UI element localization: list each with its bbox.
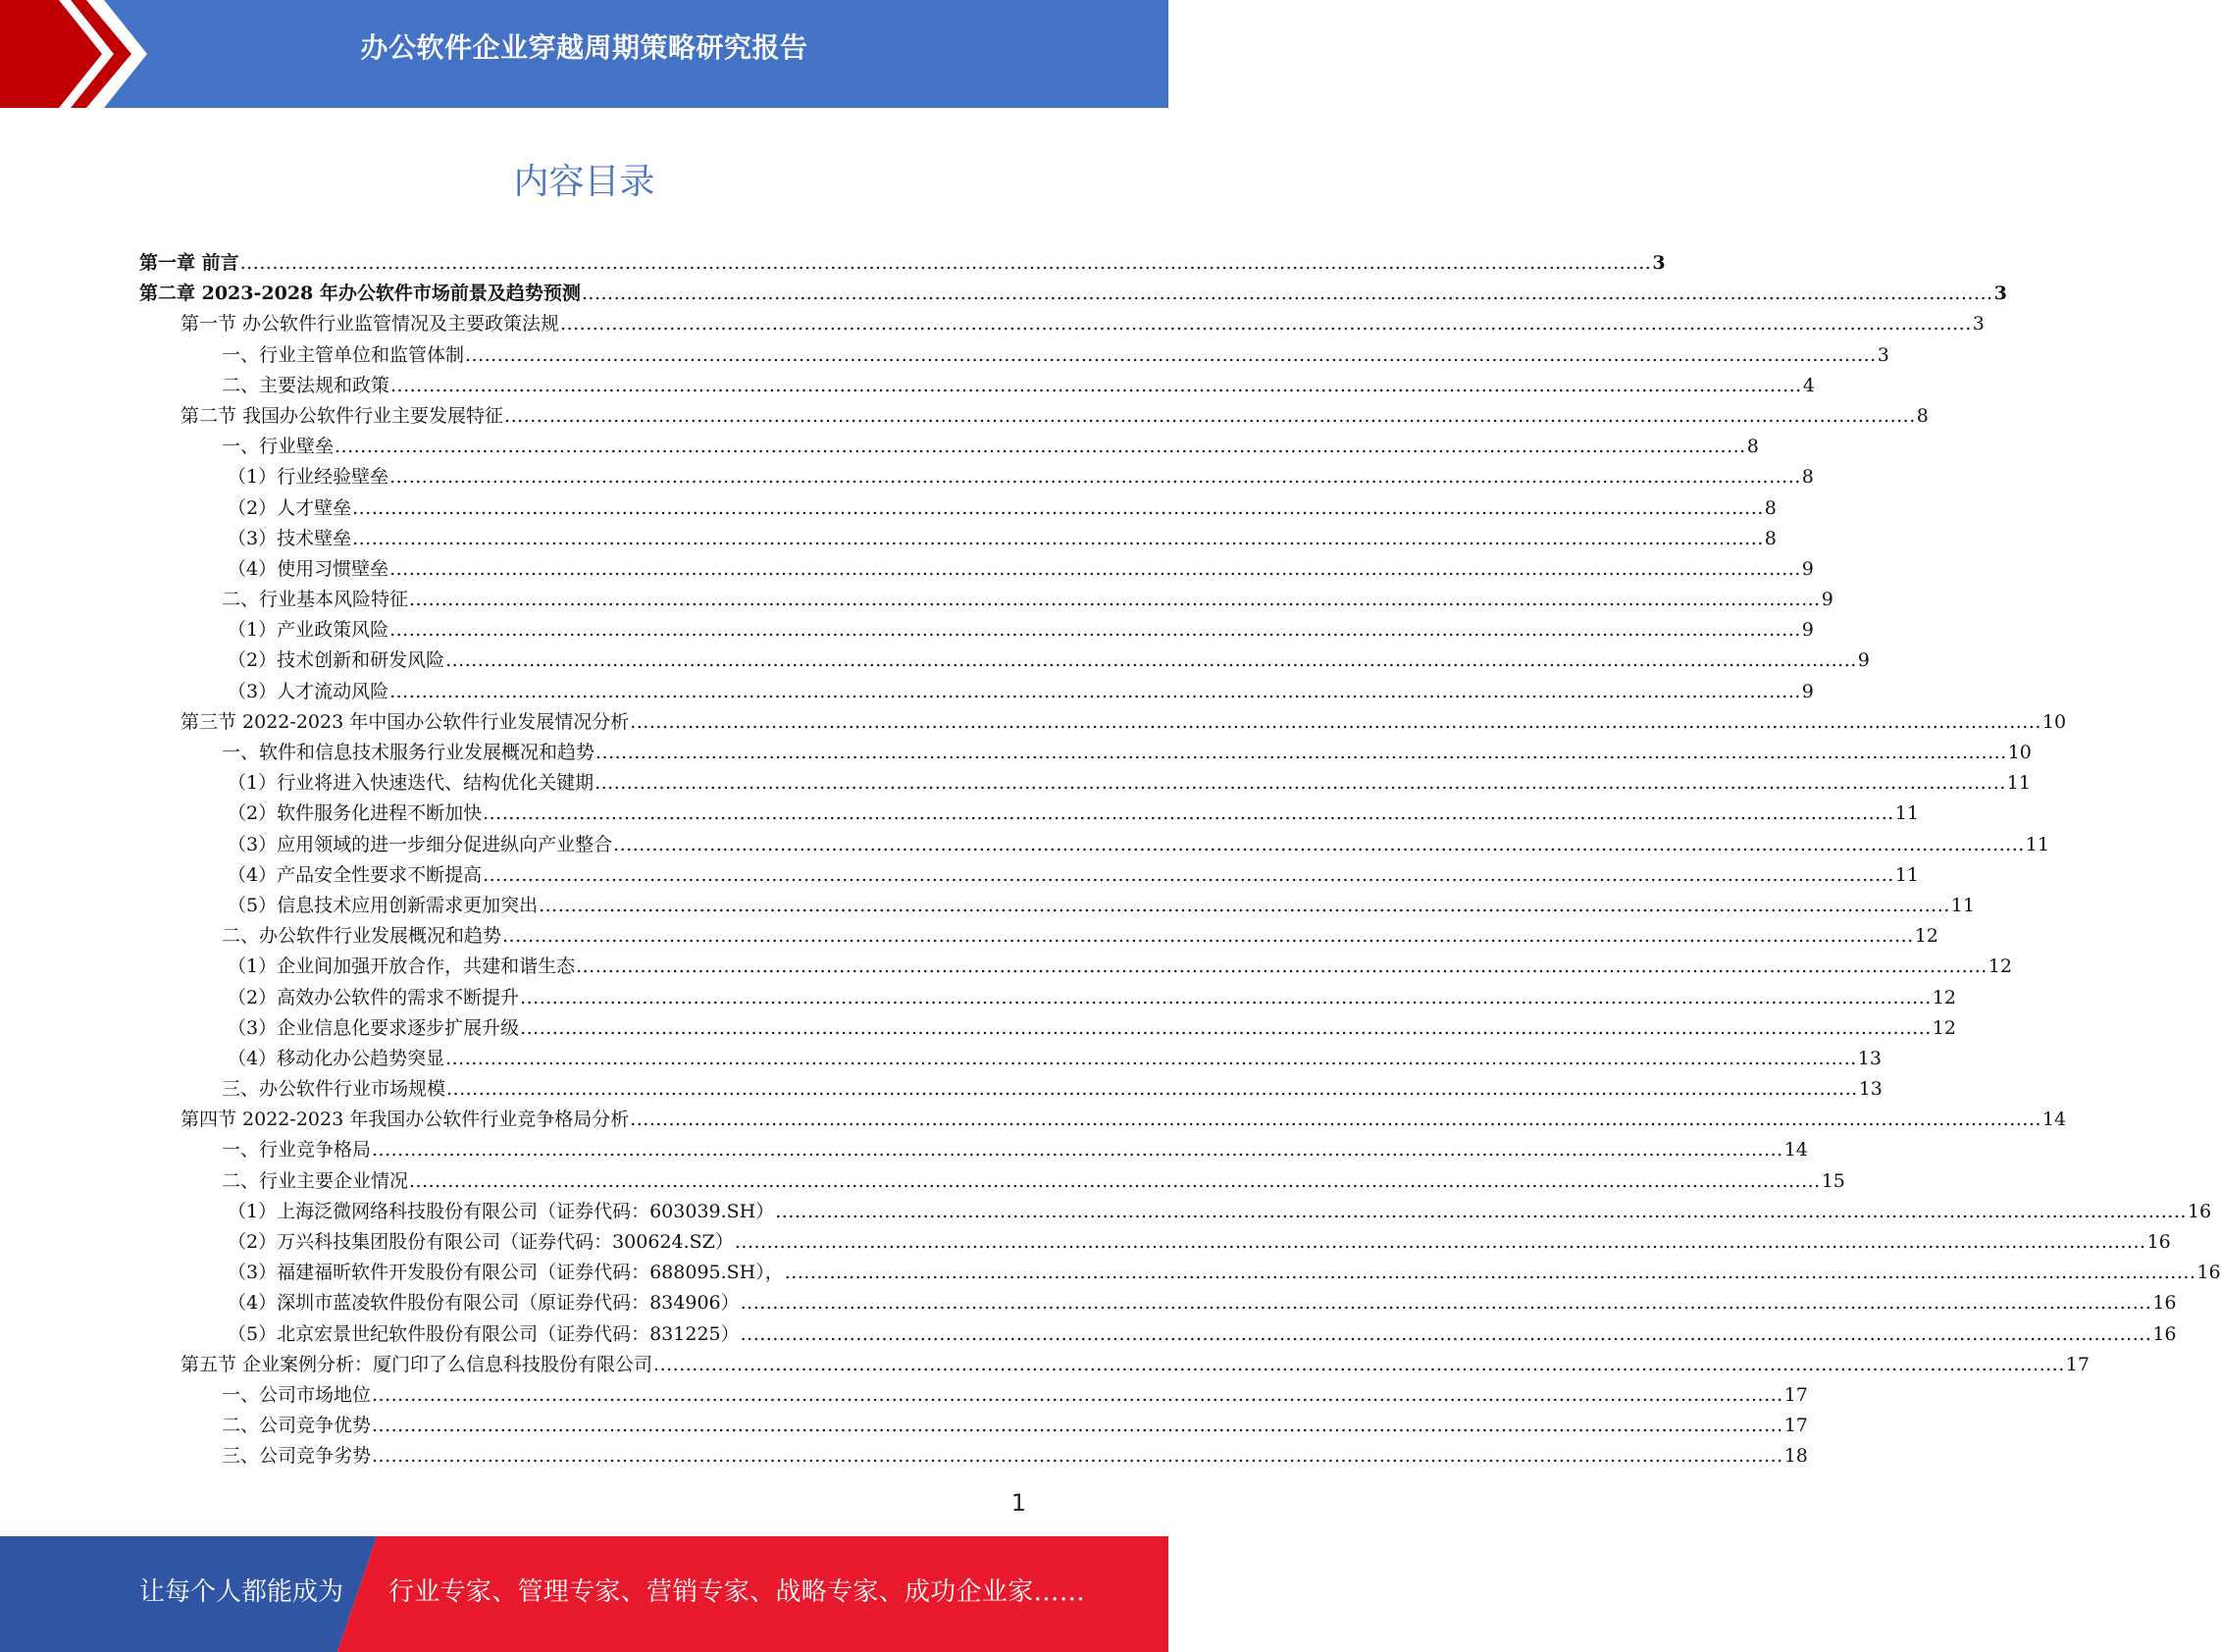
toc-entry[interactable] [139,524,1777,554]
toc-entry-title: 二、主要法规和政策 [222,374,390,396]
toc-dot-leader: ............................................................................................................................................................................................................................ [409,1169,1821,1192]
toc-entry-page: 8 [1746,436,1759,458]
toc-dot-leader: ............................................................................................................................................................................................................................ [740,1322,2152,1345]
toc-dot-leader: ............................................................................................................................................................................................................................ [372,1415,1783,1437]
toc-entry[interactable] [139,1105,2067,1135]
toc-entry-page: 9 [1857,649,1870,672]
toc-dot-leader: ............................................................................................................................................................................................................................ [775,1200,2187,1222]
toc-entry-title: （3）人才流动风险 [228,680,389,702]
toc-entry-title: （4）深圳市蓝凌软件股份有限公司（原证券代码：834906） [228,1292,740,1315]
toc-entry-page: 10 [2041,710,2067,733]
toc-dot-leader: ............................................................................................................................................................................................................................ [446,1078,1858,1101]
toc-entry-title: （2）技术创新和研发风险 [228,649,445,672]
toc-entry[interactable] [139,340,1889,371]
toc-entry-title: 二、公司竞争优势 [222,1415,372,1437]
toc-entry-page: 12 [1914,925,1938,948]
toc-entry-title: （2）万兴科技集团股份有限公司（证券代码：300624.SZ） [228,1231,734,1253]
toc-entry-title: （4）使用习惯壁垒 [228,557,389,580]
toc-dot-leader: ............................................................................................................................................................................................................................ [581,283,1993,305]
toc-entry[interactable] [139,1288,2177,1318]
toc-entry-page: 11 [1894,863,1919,886]
toc-entry-title: 二、行业主要企业情况 [222,1169,409,1192]
toc-entry[interactable] [139,1227,2171,1258]
toc-entry-title: （3）福建福昕软件开发股份有限公司（证券代码：688095.SH）， [228,1262,784,1284]
toc-entry-page: 3 [1993,283,2007,305]
toc-entry-title: 第二章 2023-2028 年办公软件市场前景及趋势预测 [139,283,581,305]
toc-dot-leader: ............................................................................................................................................................................................................................ [389,619,1801,642]
toc-entry-page: 8 [1764,496,1777,519]
toc-entry-page: 11 [2006,772,2031,795]
toc-entry-title: （2）软件服务化进程不断加快 [228,802,483,825]
toc-entry-page: 16 [2196,1262,2221,1284]
toc-entry[interactable] [139,279,2007,309]
toc-entry-page: 8 [1916,404,1929,427]
toc-heading: 内容目录 [513,162,655,202]
toc-entry-title: 一、行业壁垒 [222,436,335,458]
toc-dot-leader: ............................................................................................................................................................................................................................ [483,802,1894,825]
toc-entry-title: 一、行业主管单位和监管体制 [222,343,465,366]
toc-entry-title: （5）信息技术应用创新需求更加突出 [228,894,539,916]
toc-entry[interactable] [139,983,1956,1013]
toc-entry-page: 12 [1988,955,2012,978]
toc-entry-page: 16 [2187,1200,2212,1222]
toc-entry-title: 一、行业竞争格局 [222,1139,372,1162]
toc-entry-title: （3）企业信息化要求逐步扩展升级 [228,1016,520,1039]
toc-entry[interactable] [139,432,1759,462]
toc-entry-page: 9 [1801,680,1814,702]
toc-dot-leader: ............................................................................................................................................................................................................................ [389,680,1801,702]
toc-dot-leader: ............................................................................................................................................................................................................................ [352,527,1764,549]
toc-entry-page: 3 [1877,343,1889,366]
toc-entry-title: （2）高效办公软件的需求不断提升 [228,986,520,1008]
toc-entry[interactable] [139,860,1919,891]
toc-entry[interactable] [139,1135,1808,1165]
toc-dot-leader: ............................................................................................................................................................................................................................ [653,1353,2065,1375]
toc-entry[interactable] [139,921,1938,952]
toc-entry[interactable] [139,554,1814,585]
toc-entry[interactable] [139,1258,2221,1288]
toc-entry-title: 第一节 办公软件行业监管情况及主要政策法规 [181,313,560,336]
toc-entry[interactable] [139,891,1975,921]
toc-entry-title: （1）企业间加强开放合作，共建和谐生态 [228,955,576,978]
report-title: 办公软件企业穿越周期策略研究报告 [360,31,808,64]
toc-entry-page: 14 [1783,1139,1808,1162]
toc-dot-leader: ............................................................................................................................................................................................................................ [372,1383,1783,1406]
toc-entry-page: 16 [2146,1231,2171,1253]
toc-entry-page: 11 [1950,894,1975,916]
toc-entry-page: 12 [1932,1016,1956,1039]
toc-entry-page: 11 [2025,833,2049,855]
toc-dot-leader: ............................................................................................................................................................................................................................ [560,313,1972,336]
toc-dot-leader: ............................................................................................................................................................................................................................ [445,1047,1857,1069]
toc-dot-leader: ............................................................................................................................................................................................................................ [594,772,2006,795]
toc-dot-leader: ............................................................................................................................................................................................................................ [390,374,1802,396]
toc-entry-page: 8 [1801,466,1814,489]
toc-entry[interactable] [139,309,1985,339]
toc-entry-page: 8 [1764,527,1777,549]
toc-entry[interactable] [139,1319,2177,1350]
toc-entry[interactable] [139,738,2032,768]
toc-entry[interactable] [139,1350,2090,1380]
toc-entry-title: （5）北京宏景世纪软件股份有限公司（证券代码：831225） [228,1322,740,1345]
toc-entry-title: （1）产业政策风险 [228,619,389,642]
toc-dot-leader: ............................................................................................................................................................................................................................ [630,1109,2041,1131]
toc-entry[interactable] [139,493,1777,524]
toc-entry-title: 第五节 企业案例分析：厦门印了么信息科技股份有限公司 [181,1353,653,1375]
toc-entry-page: 13 [1857,1047,1882,1069]
toc-dot-leader: ............................................................................................................................................................................................................................ [595,742,2007,763]
toc-entry[interactable] [139,462,1814,492]
toc-dot-leader: ............................................................................................................................................................................................................................ [520,986,1932,1008]
toc-entry-title: 三、公司竞争劣势 [222,1445,372,1468]
toc-entry-page: 11 [1894,802,1919,825]
toc-entry-title: 一、公司市场地位 [222,1383,372,1406]
toc-dot-leader: ............................................................................................................................................................................................................................ [734,1231,2146,1253]
toc-entry-title: 二、办公软件行业发展概况和趋势 [222,925,502,948]
toc-dot-leader: ............................................................................................................................................................................................................................ [372,1139,1783,1162]
toc-entry-page: 10 [2007,742,2032,763]
toc-dot-leader: ............................................................................................................................................................................................................................ [389,557,1801,580]
toc-entry-page: 9 [1801,619,1814,642]
toc-entry-page: 9 [1821,589,1834,611]
toc-entry[interactable] [139,1166,1845,1197]
toc-entry[interactable] [139,248,1666,279]
toc-entry-page: 3 [1972,313,1985,336]
toc-entry-title: （1）上海泛微网络科技股份有限公司（证券代码：603039.SH） [228,1200,775,1222]
toc-entry-page: 9 [1801,557,1814,580]
toc-dot-leader: ............................................................................................................................................................................................................................ [409,589,1821,611]
toc-entry-title: （1）行业将进入快速迭代、结构优化关键期 [228,772,594,795]
toc-entry[interactable] [139,401,1929,432]
toc-entry-title: 一、软件和信息技术服务行业发展概况和趋势 [222,742,595,763]
toc-dot-leader: ............................................................................................................................................................................................................................ [539,894,1950,916]
toc-dot-leader: ............................................................................................................................................................................................................................ [372,1445,1783,1468]
toc-dot-leader: ............................................................................................................................................................................................................................ [502,925,1914,948]
toc-entry-title: 第三节 2022-2023 年中国办公软件行业发展情况分析 [181,710,630,733]
toc-entry[interactable] [139,1197,2212,1227]
toc-entry-title: （1）行业经验壁垒 [228,466,389,489]
toc-entry[interactable] [139,799,1919,829]
toc-dot-leader: ............................................................................................................................................................................................................................ [576,955,1988,978]
toc-dot-leader: ............................................................................................................................................................................................................................ [239,252,1652,274]
toc-entry-title: （3）应用领域的进一步细分促进纵向产业整合 [228,833,613,855]
toc-entry-page: 3 [1652,252,1666,274]
footer-slogan-left: 让每个人都能成为 [139,1577,344,1607]
toc-dot-leader: ............................................................................................................................................................................................................................ [630,710,2041,733]
toc-entry-title: 第四节 2022-2023 年我国办公软件行业竞争格局分析 [181,1109,630,1131]
toc-entry-title: （4）移动化办公趋势突显 [228,1047,445,1069]
toc-entry-page: 17 [2065,1353,2090,1375]
page-footer [0,1536,1168,1652]
toc-entry[interactable] [139,371,1815,401]
toc-dot-leader: ............................................................................................................................................................................................................................ [445,649,1857,672]
page-number: 1 [1010,1489,1026,1517]
toc-dot-leader: ............................................................................................................................................................................................................................ [465,343,1877,366]
toc-entry[interactable] [139,1074,1883,1105]
footer-slogan-right: 行业专家、管理专家、营销专家、战略专家、成功企业家…… [388,1577,1086,1607]
toc-entry[interactable] [139,1441,1808,1471]
toc-entry[interactable] [139,1380,1808,1411]
toc-dot-leader: ............................................................................................................................................................................................................................ [352,496,1764,519]
toc-entry[interactable] [139,952,2012,982]
toc-entry[interactable] [139,1013,1956,1044]
toc-entry[interactable] [139,768,2031,799]
toc-dot-leader: ............................................................................................................................................................................................................................ [389,466,1801,489]
toc-entry-title: 第一章 前言 [139,252,239,274]
toc-entry[interactable] [139,645,1870,676]
toc-dot-leader: ............................................................................................................................................................................................................................ [520,1016,1932,1039]
toc-dot-leader: ............................................................................................................................................................................................................................ [504,404,1916,427]
toc-dot-leader: ............................................................................................................................................................................................................................ [784,1262,2196,1284]
toc-entry-title: 第二节 我国办公软件行业主要发展特征 [181,404,504,427]
toc-dot-leader: ............................................................................................................................................................................................................................ [740,1292,2152,1315]
toc-entry[interactable] [139,1411,1808,1441]
toc-entry-page: 17 [1783,1383,1808,1406]
toc-entry[interactable] [139,707,2067,738]
toc-entry-page: 13 [1858,1078,1883,1101]
toc-entry-page: 14 [2041,1109,2067,1131]
toc-entry[interactable] [139,585,1834,615]
toc-dot-leader: ............................................................................................................................................................................................................................ [335,436,1746,458]
toc-entry-title: 二、行业基本风险特征 [222,589,409,611]
toc-dot-leader: ............................................................................................................................................................................................................................ [613,833,2025,855]
toc-entry[interactable] [139,677,1814,707]
toc-entry-page: 16 [2152,1322,2177,1345]
toc-dot-leader: ............................................................................................................................................................................................................................ [483,863,1894,886]
toc-entry-page: 17 [1783,1415,1808,1437]
toc-entry-title: （2）人才壁垒 [228,496,352,519]
toc-entry[interactable] [139,830,2049,860]
toc-entry-page: 18 [1783,1445,1808,1468]
toc-entry-page: 12 [1932,986,1956,1008]
toc-entry-title: （3）技术壁垒 [228,527,352,549]
toc-entry-title: （4）产品安全性要求不断提高 [228,863,483,886]
page-header [0,0,1168,108]
toc-entry-page: 16 [2152,1292,2177,1315]
toc-entry[interactable] [139,615,1814,645]
toc-entry-title: 三、办公软件行业市场规模 [222,1078,446,1101]
table-of-contents [139,248,2221,1472]
toc-entry-page: 15 [1821,1169,1845,1192]
toc-entry[interactable] [139,1044,1882,1074]
toc-entry-page: 4 [1802,374,1815,396]
